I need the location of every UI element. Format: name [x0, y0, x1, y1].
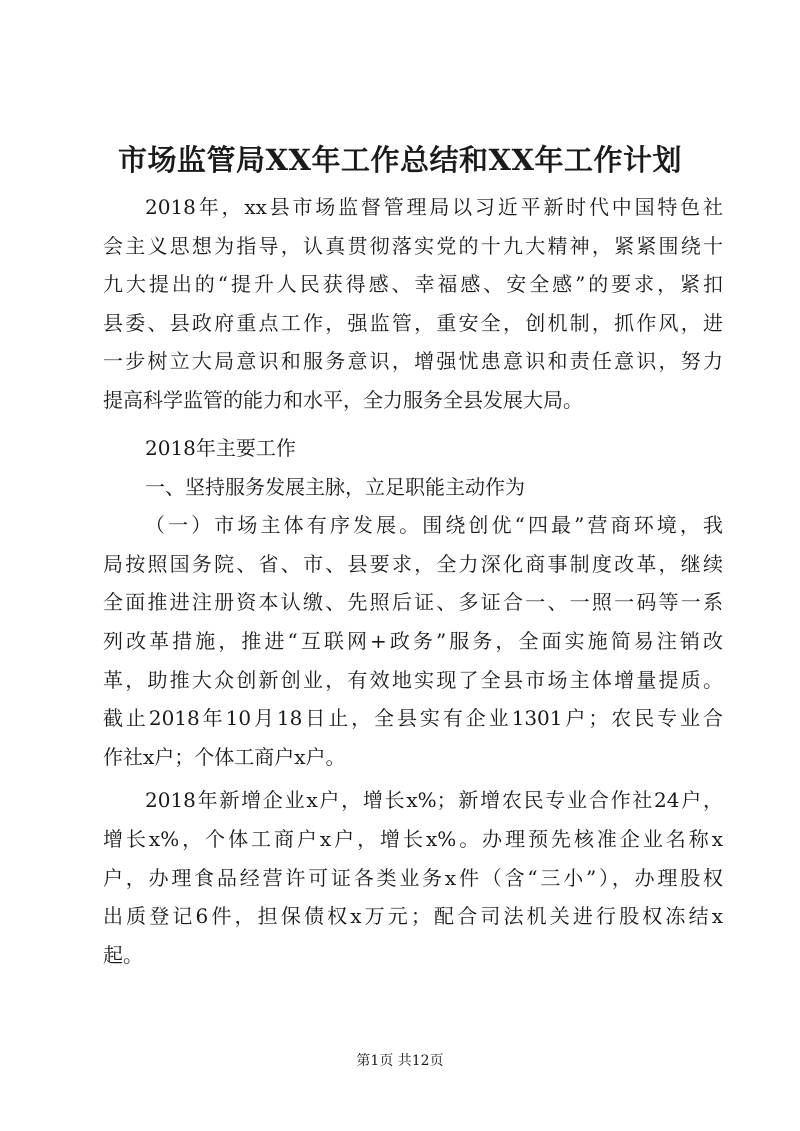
text-line: 县委、县政府重点工作，强监管，重安全，创机制，抓作风，进	[103, 310, 723, 335]
text-line: 户，办理食品经营许可证各类业务x件（含“三小”），办理股权	[103, 865, 723, 890]
text-line: 革，助推大众创新创业，有效地实现了全县市场主体增量提质。	[103, 667, 723, 692]
text-line: 起。	[103, 942, 143, 967]
text-line: 列改革措施，推进“互联网+政务”服务，全面实施简易注销改	[103, 629, 723, 654]
text-line: 提高科学监管的能力和水平，全力服务全县发展大局。	[103, 387, 583, 412]
text-line: 截止2018年10月18日止，全县实有企业1301户；农民专业合	[103, 706, 723, 731]
text-line: 九大提出的“提升人民获得感、幸福感、安全感”的要求，紧扣	[103, 272, 723, 297]
paragraph	[103, 781, 723, 974]
text-line: 作社x户；个体工商户x户。	[103, 744, 346, 769]
text-line: 一步树立大局意识和服务意识，增强忧患意识和责任意识，努力	[103, 349, 723, 374]
text-line: 会主义思想为指导，认真贯彻落实党的十九大精神，紧紧围绕十	[103, 233, 723, 258]
text-line: 全面推进注册资本认缴、先照后证、多证合一、一照一码等一系	[103, 590, 723, 615]
text-line: 2018年新增企业x户，增长x%；新增农民专业合作社24户，	[145, 788, 723, 813]
text-line: 增长x%，个体工商户x户，增长x%。办理预先核准企业名称x	[103, 827, 723, 851]
paragraph	[103, 506, 723, 776]
text-line: 出质登记6件，担保债权x万元；配合司法机关进行股权冻结x	[103, 904, 723, 929]
document-body	[103, 188, 723, 974]
text-line: 2018年，xx县市场监督管理局以习近平新时代中国特色社	[145, 195, 723, 219]
paragraph	[103, 429, 723, 468]
document-title: 市场监管局XX年工作总结和XX年工作计划	[117, 143, 682, 177]
text-line: 一、坚持服务发展主脉，立足职能主动作为	[145, 474, 525, 499]
paragraph	[103, 468, 723, 507]
paragraph	[103, 188, 723, 420]
page-footer: 第1页 共12页	[356, 1053, 444, 1069]
text-line: 2018年主要工作	[145, 436, 296, 461]
text-line: 局按照国务院、省、市、县要求，全力深化商事制度改革，继续	[103, 551, 723, 576]
text-line: （一）市场主体有序发展。围绕创优“四最”营商环境，我	[145, 513, 723, 538]
